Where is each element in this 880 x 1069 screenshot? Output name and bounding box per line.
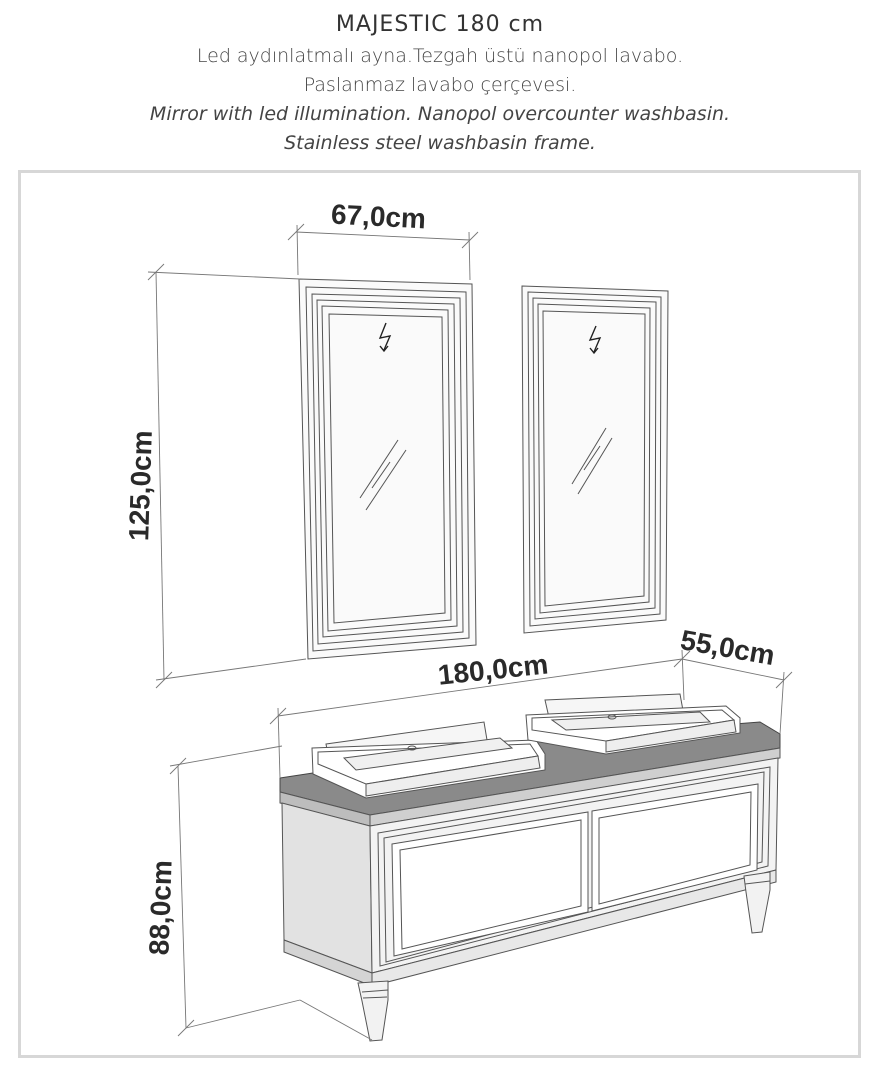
cabinet-depth-label: 55,0cm <box>678 624 778 672</box>
description-tr-line-2: Paslanmaz lavabo çerçevesi. <box>303 74 577 96</box>
mirror-right <box>522 286 668 633</box>
mirror-width-label: 67,0cm <box>330 198 427 235</box>
mirror-height-label: 125,0cm <box>123 429 158 542</box>
description-en-line-1: Mirror with led illumination. Nanopol overcounter washbasin. <box>149 103 731 125</box>
description-tr-line-1: Led aydınlatmalı ayna.Tezgah üstü nanopol lavabo. <box>196 45 684 67</box>
cabinet-width-label: 180,0cm <box>436 648 550 691</box>
product-title: MAJESTIC 180 cm <box>335 12 545 37</box>
cabinet-height-label: 88,0cm <box>143 859 178 956</box>
description-en-line-2: Stainless steel washbasin frame. <box>284 132 596 154</box>
